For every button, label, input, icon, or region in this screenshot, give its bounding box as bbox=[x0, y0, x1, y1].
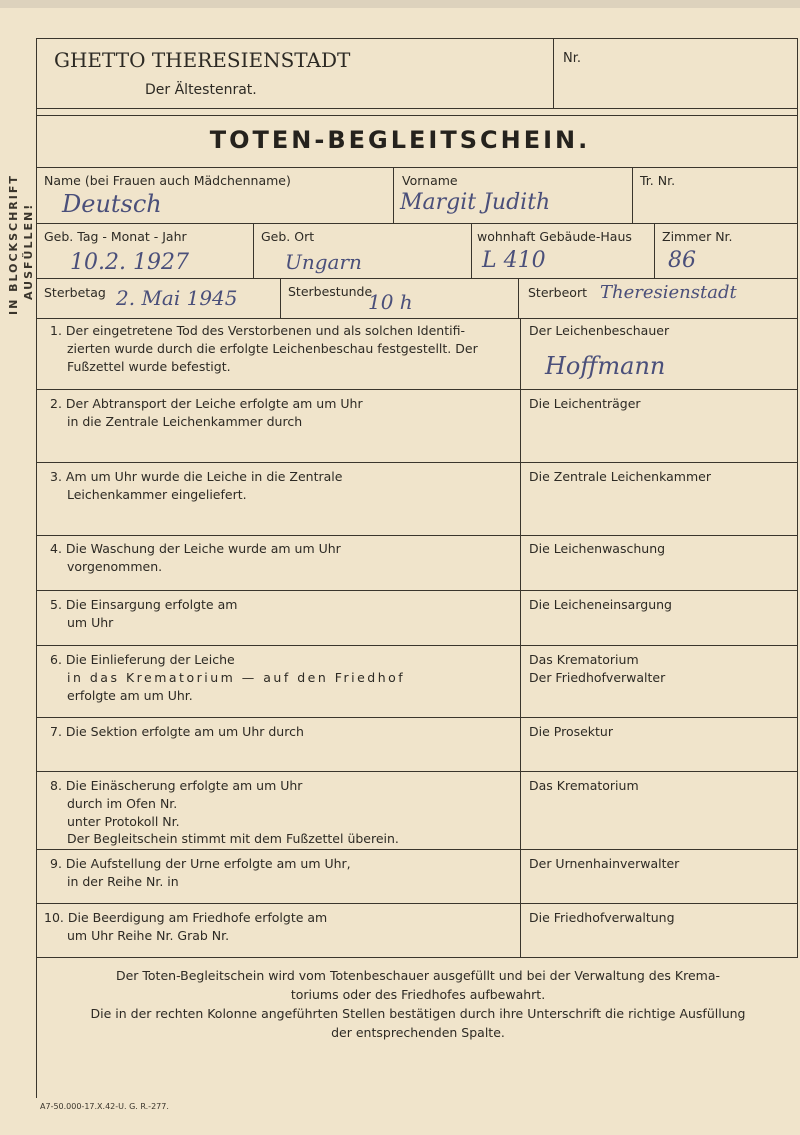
section-7-line-1: 7. Die Sektion erfolgte am um Uhr durch bbox=[50, 724, 304, 739]
section-6-line-2: in das Krematorium — auf den Friedhof bbox=[67, 670, 406, 685]
footer-line-2: toriums oder des Friedhofes aufbewahrt. bbox=[290, 987, 546, 1002]
section-10-line-2: um Uhr Reihe Nr. Grab Nr. bbox=[67, 928, 230, 943]
section-9-bottom bbox=[36, 903, 798, 904]
section-8-right-label: Das Krematorium bbox=[529, 778, 639, 793]
row3-bottom bbox=[36, 318, 798, 319]
section-4-line-2: vorgenommen. bbox=[67, 559, 163, 574]
title-bottom-line bbox=[36, 167, 798, 168]
footer-line-4: der entsprechenden Spalte. bbox=[331, 1025, 505, 1040]
row1-div-2 bbox=[632, 167, 633, 223]
sterbestunde-label: Sterbestunde bbox=[288, 284, 373, 299]
header-title: GHETTO THERESIENSTADT bbox=[54, 48, 351, 72]
row2-div-1 bbox=[253, 223, 254, 278]
section-6-bottom bbox=[36, 717, 798, 718]
section-6-right-label-2: Der Friedhofverwalter bbox=[529, 670, 666, 685]
wohnhaft-value[interactable]: L 410 bbox=[482, 248, 546, 273]
print-code: A7-50.000-17.X.42-U. G. R.-277. bbox=[40, 1102, 169, 1111]
sterbeort-value[interactable]: Theresienstadt bbox=[600, 282, 737, 303]
gebort-value[interactable]: Ungarn bbox=[285, 250, 362, 274]
section-3-line-2: Leichenkammer eingeliefert. bbox=[67, 487, 247, 502]
row3-div-1 bbox=[280, 278, 281, 318]
row1-div-1 bbox=[393, 167, 394, 223]
section-2-bottom bbox=[36, 462, 798, 463]
vorname-value[interactable]: Margit Judith bbox=[400, 190, 551, 215]
wohnhaft-label: wohnhaft Gebäude-Haus bbox=[477, 229, 632, 244]
vorname-label: Vorname bbox=[402, 173, 458, 188]
section-9-right-label: Der Urnenhainverwalter bbox=[529, 856, 680, 871]
tr-nr-label: Tr. Nr. bbox=[640, 173, 676, 188]
side-instruction-2: AUSFÜLLEN! bbox=[22, 202, 35, 300]
section-6-line-3: erfolgte am um Uhr. bbox=[67, 688, 193, 703]
section-3-line-1: 3. Am um Uhr wurde die Leiche in die Zentrale bbox=[50, 469, 343, 484]
section-10-line-1: 10. Die Beerdigung am Friedhofe erfolgte am bbox=[44, 910, 328, 925]
section-5-right-label: Die Leicheneinsargung bbox=[529, 597, 672, 612]
section-1-line-3: Fußzettel wurde befestigt. bbox=[67, 359, 231, 374]
sections-divider bbox=[520, 318, 521, 958]
header-subtitle: Der Ältestenrat. bbox=[145, 82, 257, 98]
name-label: Name (bei Frauen auch Mädchenname) bbox=[44, 173, 291, 188]
section-10-bottom bbox=[36, 957, 798, 958]
section-8-line-2: durch im Ofen Nr. bbox=[67, 796, 178, 811]
section-5-line-1: 5. Die Einsargung erfolgte am bbox=[50, 597, 238, 612]
gebtag-value[interactable]: 10.2. 1927 bbox=[70, 250, 189, 275]
section-8-bottom bbox=[36, 849, 798, 850]
section-5-line-2: um Uhr bbox=[67, 615, 114, 630]
footer-line-1: Der Toten-Begleitschein wird vom Totenbeschauer ausgefüllt und bei der Verwaltung des Krema- bbox=[115, 968, 721, 983]
section-7-bottom bbox=[36, 771, 798, 772]
section-9-line-1: 9. Die Aufstellung der Urne erfolgte am um Uhr, bbox=[50, 856, 351, 871]
form-title: TOTEN-BEGLEITSCHEIN. bbox=[209, 126, 591, 154]
sterbetag-value[interactable]: 2. Mai 1945 bbox=[116, 286, 238, 310]
side-instruction-1: IN BLOCKSCHRIFT bbox=[7, 174, 20, 315]
section-6-line-1: 6. Die Einlieferung der Leiche bbox=[50, 652, 235, 667]
section-8-line-3: unter Protokoll Nr. bbox=[67, 814, 180, 829]
section-8-line-4: Der Begleitschein stimmt mit dem Fußzettel überein. bbox=[67, 831, 399, 846]
section-3-right-label: Die Zentrale Leichenkammer bbox=[529, 469, 711, 484]
sterbestunde-value[interactable]: 10 h bbox=[368, 290, 413, 314]
header-bottom-line bbox=[36, 108, 798, 109]
section-7-right-label: Die Prosektur bbox=[529, 724, 613, 739]
row2-bottom bbox=[36, 278, 798, 279]
section-5-bottom bbox=[36, 645, 798, 646]
row1-bottom bbox=[36, 223, 798, 224]
section-6-right-label: Das Krematorium bbox=[529, 652, 639, 667]
section-4-line-1: 4. Die Waschung der Leiche wurde am um Uhr bbox=[50, 541, 341, 556]
paper-edge bbox=[0, 0, 800, 8]
section-1-right-label: Der Leichenbeschauer bbox=[529, 323, 670, 338]
sterbetag-label: Sterbetag bbox=[44, 285, 106, 300]
section-1-bottom bbox=[36, 389, 798, 390]
section-1-signature[interactable]: Hoffmann bbox=[545, 352, 666, 380]
zimmer-label: Zimmer Nr. bbox=[662, 229, 733, 244]
nr-label: Nr. bbox=[563, 51, 582, 66]
row2-div-3 bbox=[654, 223, 655, 278]
name-value[interactable]: Deutsch bbox=[62, 190, 162, 218]
section-2-line-1: 2. Der Abtransport der Leiche erfolgte am um Uhr bbox=[50, 396, 363, 411]
row2-div-2 bbox=[471, 223, 472, 278]
section-4-bottom bbox=[36, 590, 798, 591]
zimmer-value[interactable]: 86 bbox=[668, 248, 696, 273]
section-8-line-1: 8. Die Einäscherung erfolgte am um Uhr bbox=[50, 778, 303, 793]
frame-top bbox=[36, 38, 798, 39]
section-3-bottom bbox=[36, 535, 798, 536]
section-10-right-label: Die Friedhofverwaltung bbox=[529, 910, 675, 925]
sterbeort-label: Sterbeort bbox=[528, 285, 587, 300]
section-2-right-label: Die Leichenträger bbox=[529, 396, 641, 411]
section-9-line-2: in der Reihe Nr. in bbox=[67, 874, 179, 889]
gebort-label: Geb. Ort bbox=[261, 229, 315, 244]
frame-left bbox=[36, 38, 37, 1098]
section-1-line-2: zierten wurde durch die erfolgte Leichenbeschau festgestellt. Der bbox=[67, 341, 478, 356]
header-bottom-line-2 bbox=[36, 115, 798, 116]
gebtag-label: Geb. Tag - Monat - Jahr bbox=[44, 229, 187, 244]
section-1-line-1: 1. Der eingetretene Tod des Verstorbenen und als solchen Identifi- bbox=[50, 323, 465, 338]
section-4-right-label: Die Leichenwaschung bbox=[529, 541, 666, 556]
frame-right bbox=[797, 38, 798, 958]
row3-div-2 bbox=[518, 278, 519, 318]
section-2-line-2: in die Zentrale Leichenkammer durch bbox=[67, 414, 303, 429]
footer-line-3: Die in der rechten Kolonne angeführten Stellen bestätigen durch ihre Unterschrift die richtige Ausfüllung bbox=[90, 1006, 746, 1021]
header-divider bbox=[553, 38, 554, 108]
